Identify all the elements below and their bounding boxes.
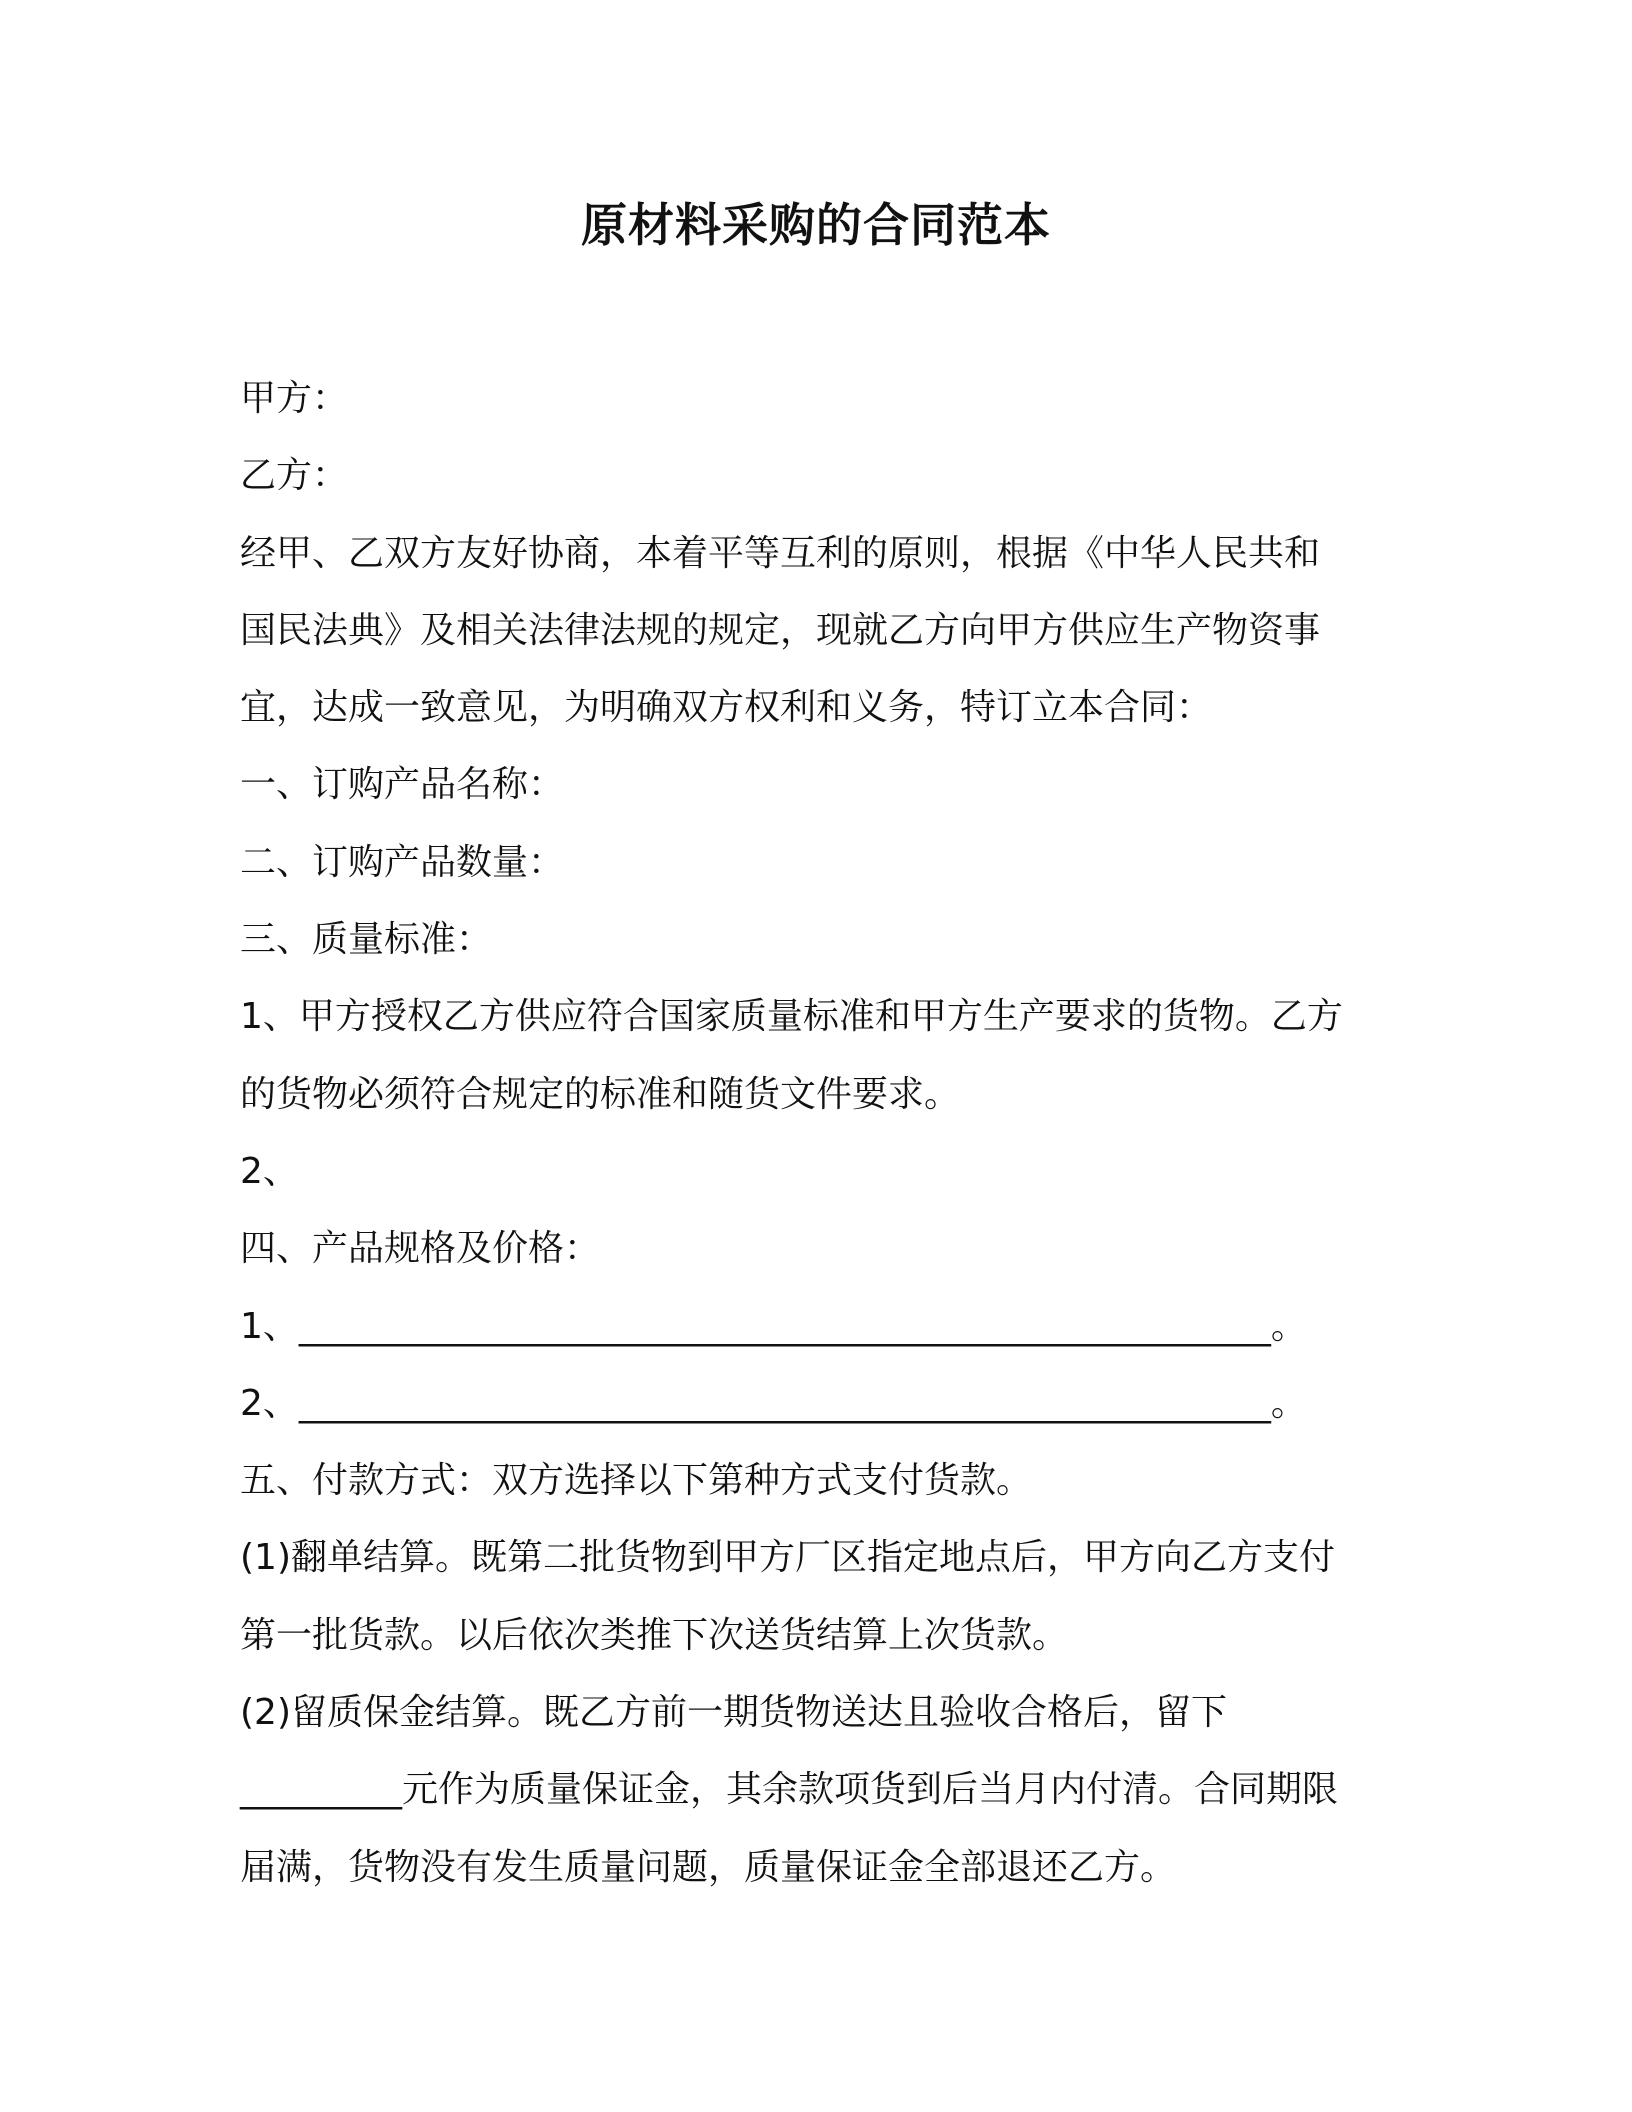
section-product-quantity: 二、订购产品数量： xyxy=(240,841,565,883)
spec-blank-2: 2、______________________________________________________。 xyxy=(240,1382,1307,1424)
payment-option-2-line-1: (2)留质保金结算。既乙方前一期货物送达且验收合格后，留下 xyxy=(240,1692,1227,1734)
quality-clause-2: 2、 xyxy=(240,1150,299,1192)
section-quality-standard: 三、质量标准： xyxy=(240,919,493,961)
document-body xyxy=(240,360,1390,1906)
document-title: 原材料采购的合同范本 xyxy=(581,198,1051,252)
section-product-name: 一、订购产品名称： xyxy=(240,764,565,806)
section-payment-method: 五、付款方式：双方选择以下第种方式支付货款。 xyxy=(240,1460,1033,1502)
quality-clause-1-line-1: 1、甲方授权乙方供应符合国家质量标准和甲方生产要求的货物。乙方 xyxy=(240,996,1343,1038)
payment-option-2-line-2: _________元作为质量保证金，其余款项货到后当月内付清。合同期限 xyxy=(240,1769,1339,1811)
spec-blank-1: 1、______________________________________________________。 xyxy=(240,1305,1307,1347)
payment-option-1-line-1: (1)翻单结算。既第二批货物到甲方厂区指定地点后，甲方向乙方支付 xyxy=(240,1537,1335,1579)
quality-clause-1-line-2: 的货物必须符合规定的标准和随货文件要求。 xyxy=(240,1073,961,1115)
preamble-line-2: 国民法典》及相关法律法规的规定，现就乙方向甲方供应生产物资事 xyxy=(240,609,1321,651)
party-a-line: 甲方： xyxy=(240,378,349,419)
party-b-line: 乙方： xyxy=(240,455,349,497)
preamble-line-1: 经甲、乙双方友好协商，本着平等互利的原则，根据《中华人民共和 xyxy=(240,532,1321,574)
payment-option-2-line-3: 届满，货物没有发生质量问题，质量保证金全部退还乙方。 xyxy=(240,1846,1177,1888)
payment-option-1-line-2: 第一批货款。以后依次类推下次送货结算上次货款。 xyxy=(240,1614,1069,1656)
preamble-line-3: 宜，达成一致意见，为明确双方权利和义务，特订立本合同： xyxy=(240,687,1213,729)
section-spec-price: 四、产品规格及价格： xyxy=(240,1228,601,1270)
